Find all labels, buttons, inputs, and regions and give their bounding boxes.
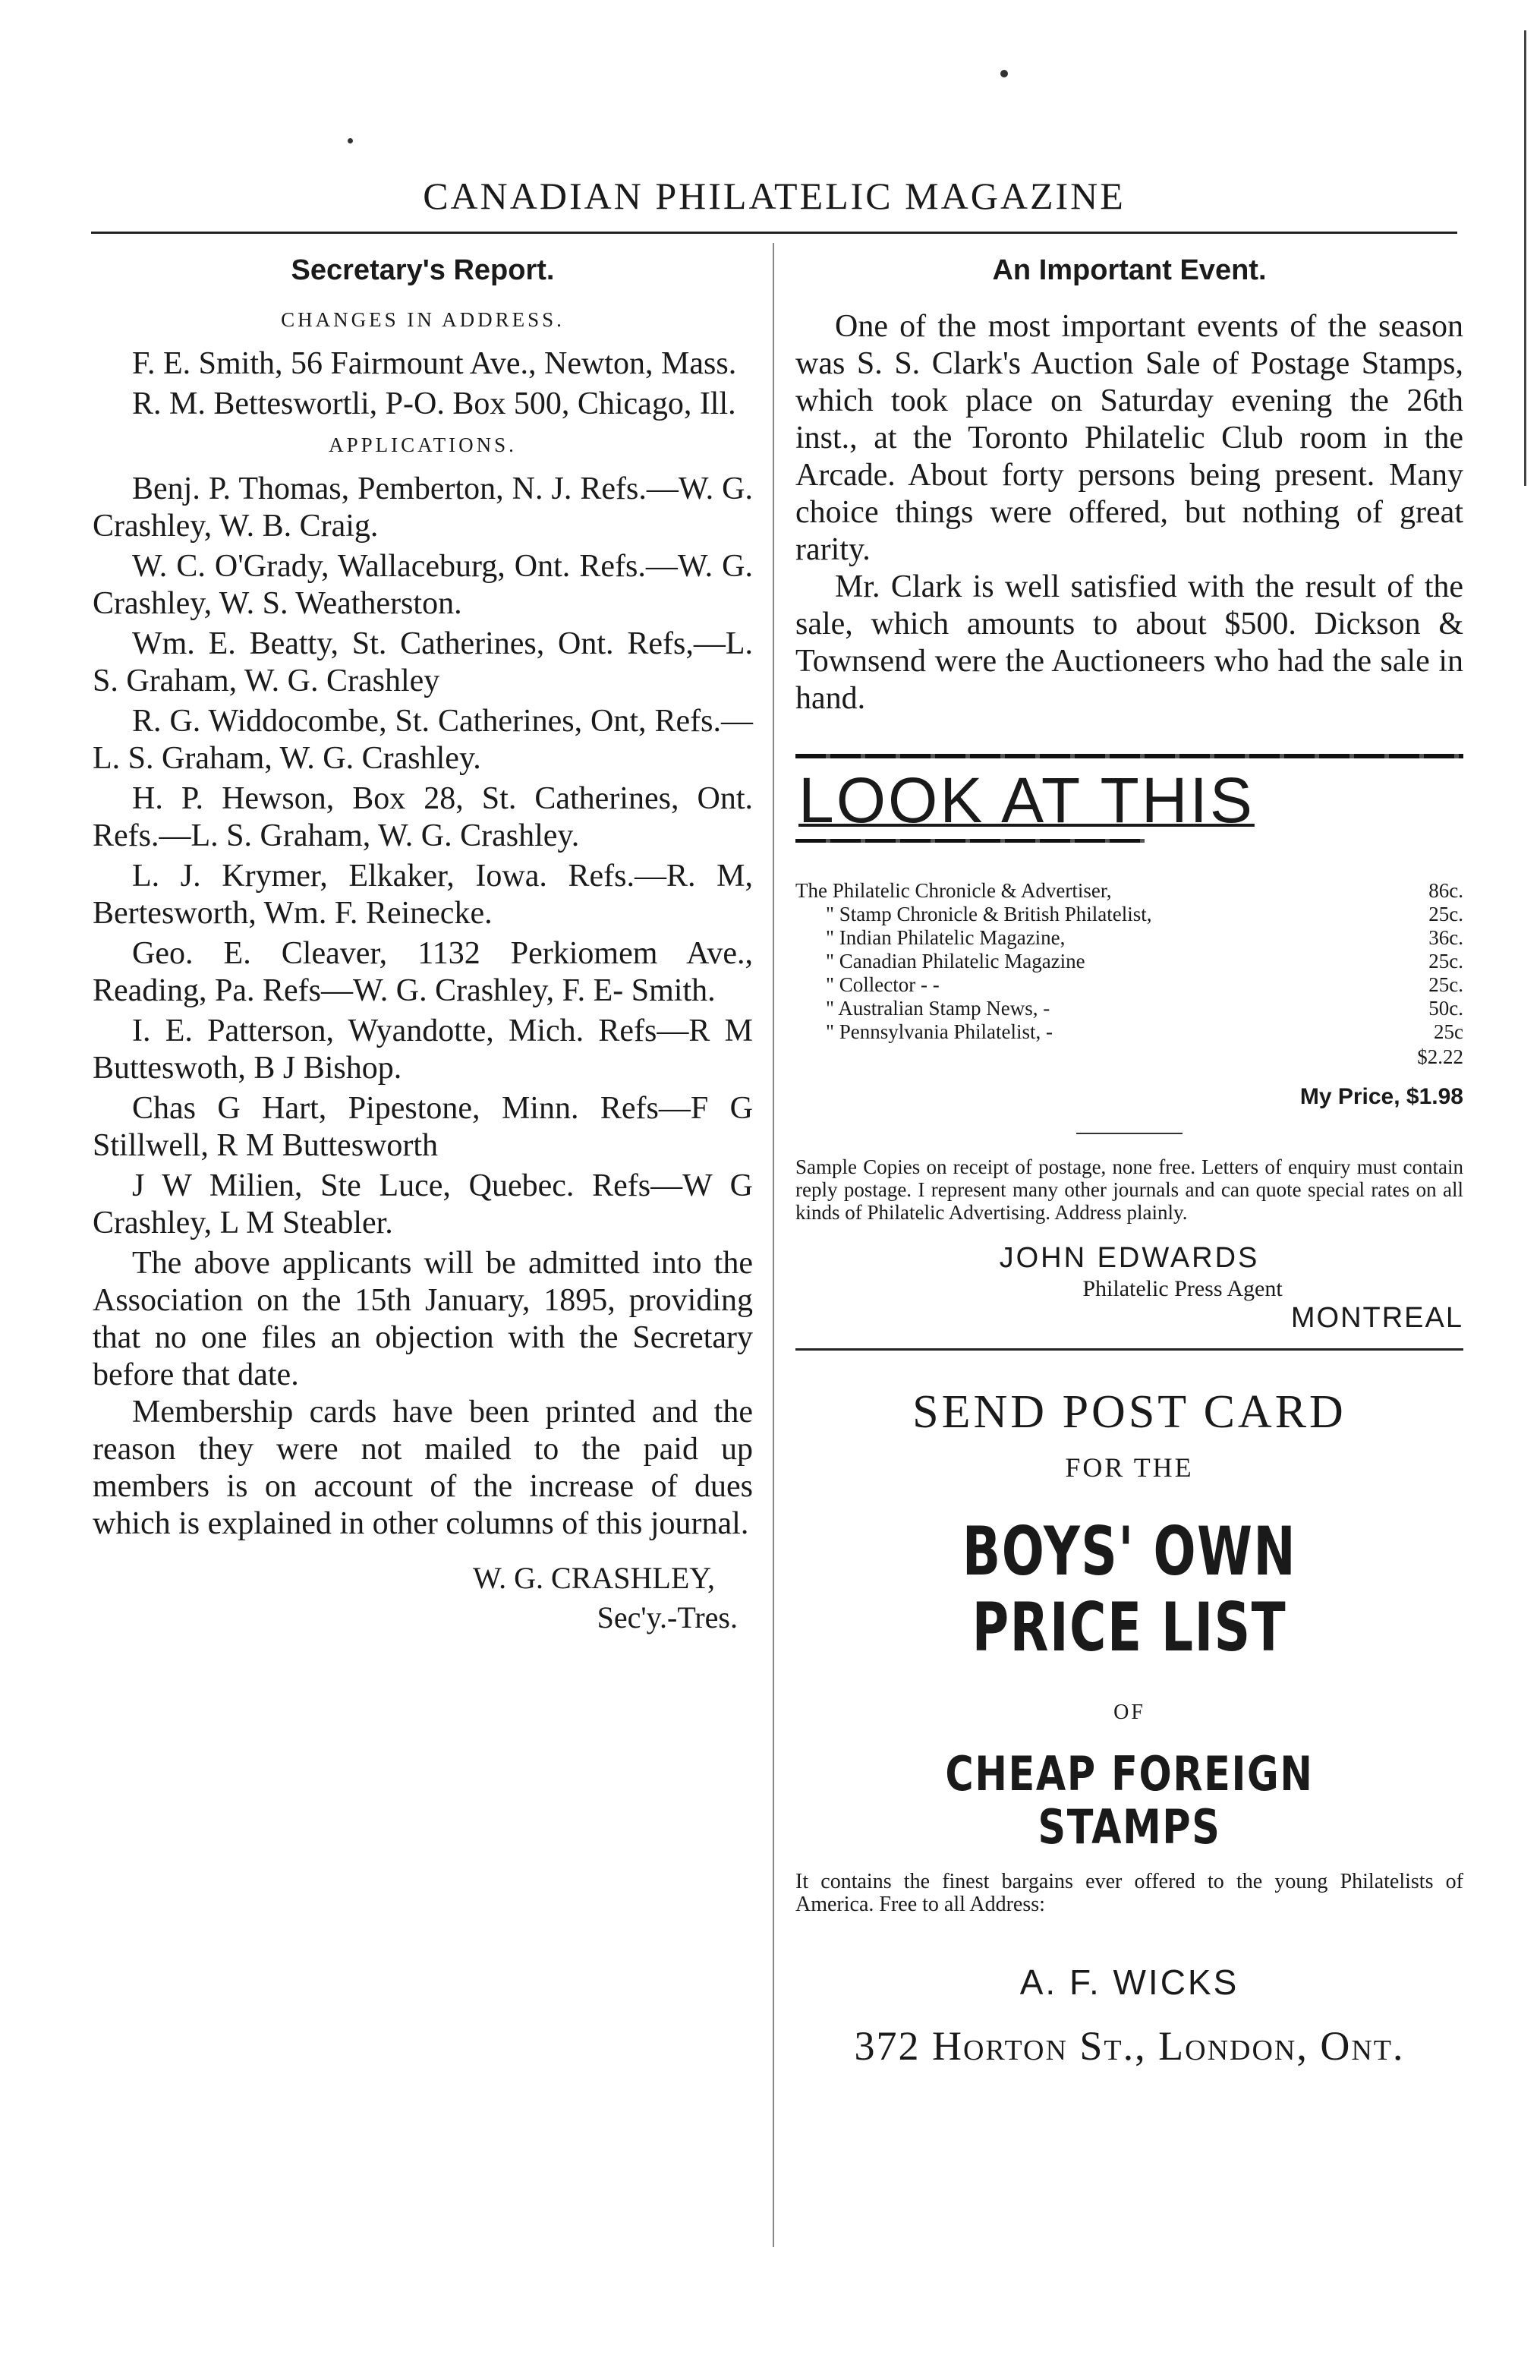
signature: W. G. CRASHLEY,	[473, 1561, 715, 1595]
change-entry: R. M. Betteswortli, P-O. Box 500, Chicago, Ill.	[132, 386, 736, 421]
speck-dot	[348, 138, 353, 143]
secretary-report	[93, 254, 753, 1637]
application-entry: Benj. P. Thomas, Pemberton, N. J. Refs.—W. G. Crashley, W. B. Craig.	[93, 471, 753, 544]
applications-heading: APPLICATIONS.	[329, 433, 517, 456]
for-the: FOR THE	[1065, 1452, 1194, 1483]
page-title: CANADIAN PHILATELIC MAGAZINE	[423, 175, 1126, 217]
column-divider	[773, 243, 774, 2247]
price-row	[795, 903, 1463, 926]
page-edge	[1524, 30, 1526, 486]
item-price: 25c.	[1428, 950, 1463, 972]
event-paragraph: One of the most important events of the season was S. S. Clark's Auction Sale of Postage Stamps, which took place on Saturday evening the 26th inst., at the Toronto Philatelic Club room in the Arcade. About forty persons being present. Many choice things were offered, but nothing of great rarity.	[795, 309, 1463, 567]
price-list	[795, 879, 1463, 1069]
price-row	[795, 997, 1463, 1020]
wicks-ad	[795, 1385, 1463, 2069]
price-row	[795, 973, 1463, 997]
speck-dot	[1000, 70, 1008, 77]
item-name: " Indian Philatelic Magazine,	[826, 926, 1066, 949]
look-headline: LOOK AT THIS	[798, 764, 1255, 836]
item-price: 36c.	[1428, 926, 1463, 949]
membership-paragraph: Membership cards have been printed and the reason they were not mailed to the paid up members is on account of the increase of dues which is explained in other columns of this journal.	[93, 1395, 753, 1541]
item-name: " Australian Stamp News, -	[826, 997, 1050, 1020]
short-rule	[1076, 1133, 1183, 1134]
application-entry: H. P. Hewson, Box 28, St. Catherines, Ont. Refs.—L. S. Graham, W. G. Crashley.	[93, 781, 753, 853]
event-paragraph: Mr. Clark is well satisfied with the result of the sale, which amounts to about $500. Dickson & Townsend were the Auctioneers who had the sale in hand.	[795, 569, 1463, 716]
cheap-foreign-stamps: CHEAP FOREIGN STAMPS	[945, 1746, 1314, 1855]
application-entry: Wm. E. Beatty, St. Catherines, Ont. Refs,—L. S. Graham, W. G. Crashley	[93, 626, 753, 698]
send-post-card: SEND POST CARD	[912, 1386, 1346, 1438]
of-label: OF	[1113, 1701, 1145, 1724]
price-row	[795, 879, 1463, 903]
advertiser-name: JOHN EDWARDS	[999, 1242, 1260, 1274]
my-price: My Price, $1.98	[1299, 1084, 1463, 1109]
item-name: " Canadian Philatelic Magazine	[826, 950, 1085, 972]
item-name: The Philatelic Chronicle & Advertiser,	[795, 879, 1112, 902]
item-price: 25c.	[1428, 973, 1463, 996]
changes-heading: CHANGES IN ADDRESS.	[281, 308, 565, 331]
item-price: 25c.	[1428, 903, 1463, 925]
item-name: " Stamp Chronicle & British Philatelist,	[826, 903, 1152, 925]
ad-bottom-rule	[795, 1348, 1463, 1351]
right-column	[795, 254, 1463, 2069]
look-at-this-ad	[795, 754, 1463, 1351]
wicks-address: 372 Horton St., London, Ont.	[854, 2023, 1405, 2069]
item-name: " Collector - -	[826, 973, 940, 996]
change-entry: F. E. Smith, 56 Fairmount Ave., Newton, Mass.	[132, 346, 737, 381]
advertiser-city: MONTREAL	[1290, 1302, 1463, 1334]
application-entry: I. E. Patterson, Wyandotte, Mich. Refs—R M Butteswoth, B J Bishop.	[93, 1013, 753, 1086]
price-row	[795, 950, 1463, 973]
price-row	[795, 926, 1463, 950]
application-entry: L. J. Krymer, Elkaker, Iowa. Refs.—R. M, Bertesworth, Wm. F. Reinecke.	[93, 859, 753, 931]
admission-paragraph: The above applicants will be admitted into the Association on the 15th January, 1895, providing that no one files an objection with the Secretary before that date.	[93, 1246, 753, 1392]
wicks-name: A. F. WICKS	[1019, 1962, 1239, 2002]
ad-notice: Sample Copies on receipt of postage, none free. Letters of enquiry must contain reply postage. I represent many other journals and can quote special rates on all kinds of Philatelic Advertising. Address plainly.	[795, 1155, 1463, 1224]
application-entry: Geo. E. Cleaver, 1132 Perkiomem Ave., Reading, Pa. Refs—W. G. Crashley, F. E- Smith.	[93, 936, 753, 1008]
item-price: 50c.	[1428, 997, 1463, 1020]
ad-top-stripe	[795, 754, 1463, 758]
item-price: 86c.	[1428, 879, 1463, 902]
boys-own-price-list: BOYS' OWN PRICE LIST	[962, 1512, 1297, 1666]
application-entry: W. C. O'Grady, Wallaceburg, Ont. Refs.—W. G. Crashley, W. S. Weatherston.	[93, 549, 753, 621]
application-entry: Chas G Hart, Pipestone, Minn. Refs—F G Stillwell, R M Buttesworth	[93, 1091, 753, 1163]
secretary-report-title: Secretary's Report.	[291, 254, 555, 286]
signature-title: Sec'y.-Tres.	[597, 1600, 738, 1634]
item-price: 25c	[1434, 1020, 1463, 1043]
header-rule	[91, 232, 1457, 234]
ad-mid-stripe	[795, 839, 1145, 843]
wicks-description: It contains the finest bargains ever offered to the young Philatelists of America. Free to all Address:	[795, 1870, 1463, 1916]
advertiser-role: Philatelic Press Agent	[1082, 1276, 1283, 1301]
item-name: " Pennsylvania Philatelist, -	[826, 1020, 1053, 1043]
price-total: $2.22	[1417, 1045, 1463, 1068]
application-entry: R. G. Widdocombe, St. Catherines, Ont, Refs.—L. S. Graham, W. G. Crashley.	[93, 704, 753, 776]
application-entry: J W Milien, Ste Luce, Quebec. Refs—W G Crashley, L M Steabler.	[93, 1168, 753, 1240]
price-row	[795, 1020, 1463, 1044]
event-title: An Important Event.	[992, 254, 1267, 286]
